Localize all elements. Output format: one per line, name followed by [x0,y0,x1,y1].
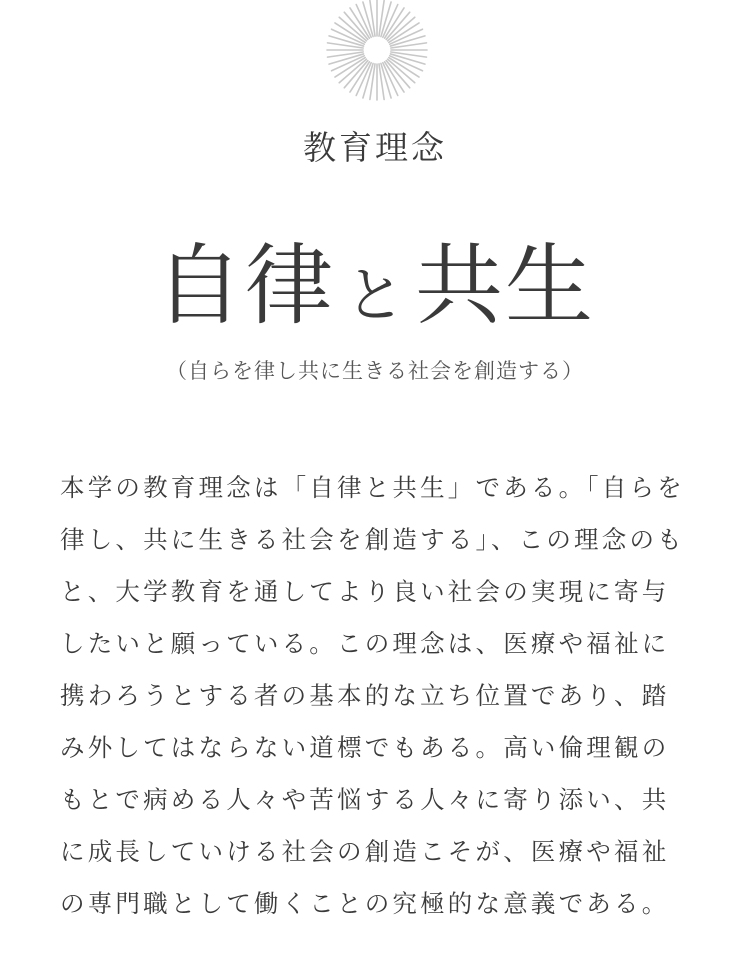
headline-part1: 自律 [154,234,335,337]
sunburst-icon [325,0,429,104]
headline-connector: と [345,261,405,331]
headline-part2: 共生 [415,234,596,337]
section-title: 教育理念 [303,128,447,167]
headline [0,226,750,346]
philosophy-paragraph: 本学の教育理念は「自律と共生」である。「自らを律し、共に生きる社会を創造する」、この理念のもと、大学教育を通してより良い社会の実現に寄与したいと願っている。この理念は、医療や福祉に携わろうとする者の基本的な立ち位置であり、踏み外してはならない道標でもある。高い倫理観のもとで病める人々や苦悩する人々に寄り添い、共に成長していける社会の創造こそが、医療や福祉の専門職として働くことの究極的な意義である。 [60,473,685,918]
headline-subtitle: （自らを律し共に生きる社会を創造する） [166,359,584,383]
